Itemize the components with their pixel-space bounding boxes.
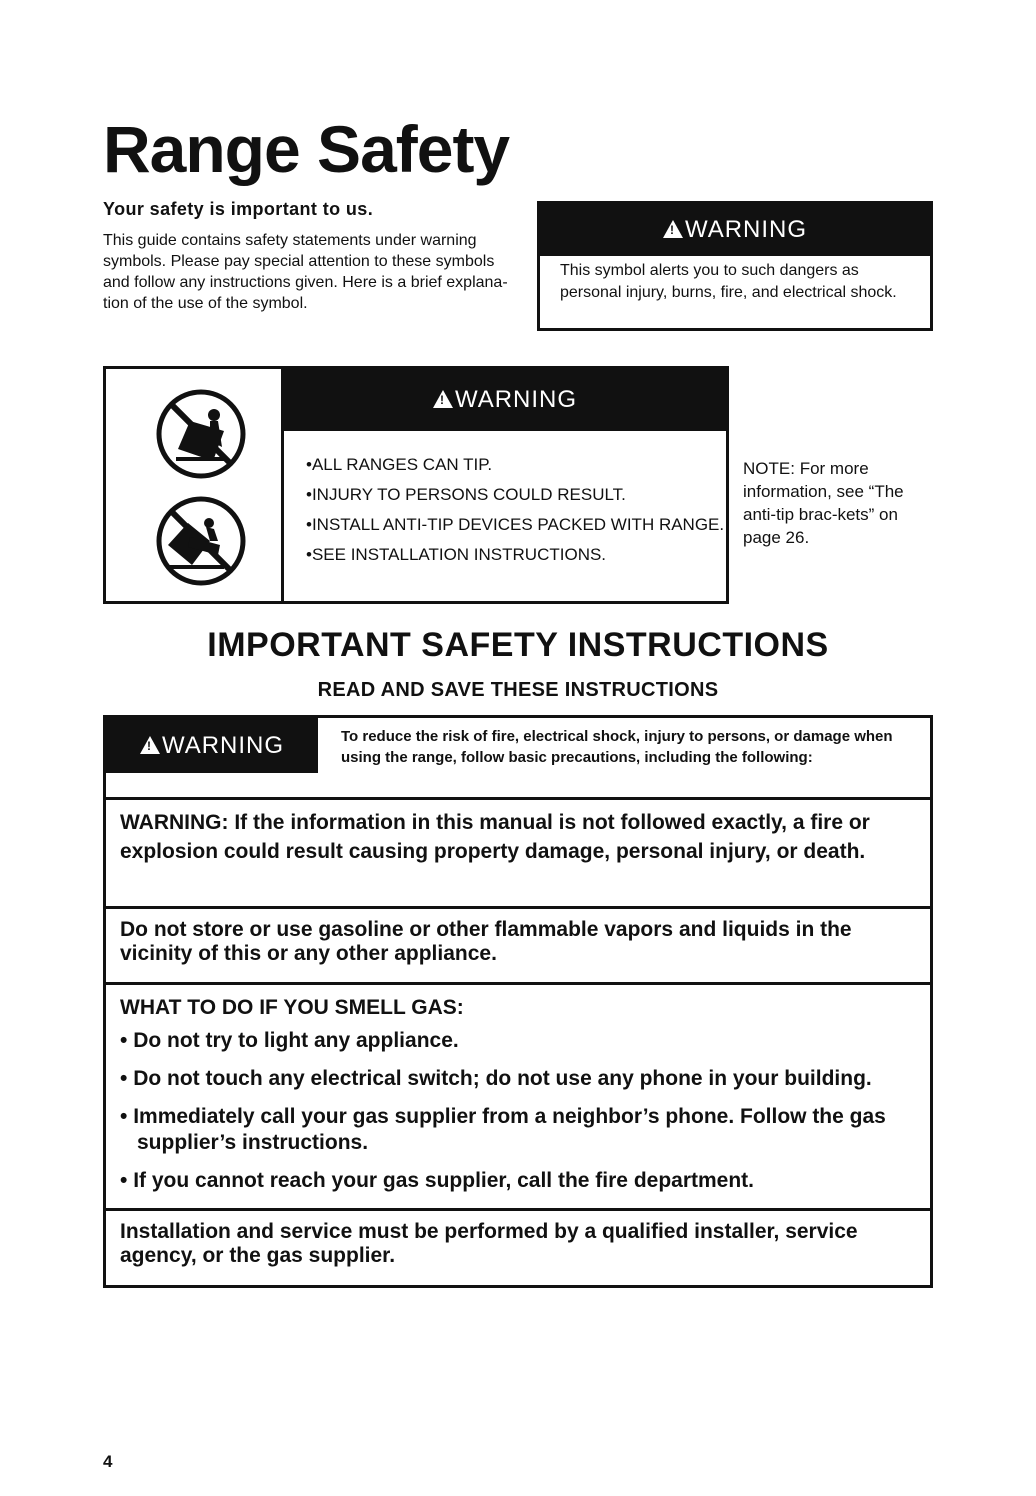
smell-gas-section xyxy=(106,982,930,1208)
warning-header-label: WARNING xyxy=(684,216,808,243)
list-item: • If you cannot reach your gas supplier, call the fire department. xyxy=(120,1169,755,1192)
read-save-subheading: READ AND SAVE THESE INSTRUCTIONS xyxy=(317,679,719,701)
list-item: • Immediately call your gas supplier from a neighbor’s phone. Follow the gas supplier’s instructions. xyxy=(120,1105,886,1154)
warning-header xyxy=(540,204,930,256)
page-subtitle: Your safety is important to us. xyxy=(103,199,374,219)
explosion-warning-text: WARNING: If the information in this manual is not followed exactly, a fire or explosion could result causing property damage, personal injury, or death. xyxy=(120,811,870,863)
warning-symbol-box xyxy=(537,201,933,331)
page-number: 4 xyxy=(103,1452,113,1471)
instructions-warning-label: WARNING xyxy=(161,731,285,759)
warning-triangle-icon xyxy=(140,736,160,754)
smell-gas-heading: WHAT TO DO IF YOU SMELL GAS: xyxy=(120,996,464,1019)
tip-icon-column xyxy=(106,369,284,601)
safety-instructions-box xyxy=(103,715,933,1288)
tip-warning-header-label: WARNING xyxy=(454,386,578,413)
tip-warning-box xyxy=(103,366,729,604)
tip-warning-list xyxy=(306,453,724,573)
no-tipping-range-icon xyxy=(159,392,243,476)
list-item: • Do not touch any electrical switch; do not use any phone in your building. xyxy=(120,1067,872,1090)
smell-gas-list xyxy=(120,1028,916,1194)
explosion-warning-section xyxy=(106,797,930,906)
warning-triangle-icon xyxy=(663,220,683,238)
warning-symbol-text: This symbol alerts you to such dangers as personal injury, burns, fire, and electrical shock. xyxy=(560,262,897,301)
list-item: •INJURY TO PERSONS COULD RESULT. xyxy=(306,485,626,504)
flammable-storage-section xyxy=(106,906,930,982)
note-label: NOTE: xyxy=(743,459,795,478)
list-item: •ALL RANGES CAN TIP. xyxy=(306,455,493,474)
intro-paragraph: This guide contains safety statements under warning symbols. Please pay special attention to these symbols and follow any instructions given. Here is a brief explana-tion of the use of the symbol. xyxy=(103,232,508,312)
list-item: •INSTALL ANTI-TIP DEVICES PACKED WITH RANGE. xyxy=(306,515,725,534)
qualified-installer-section xyxy=(106,1208,930,1285)
tip-warning-header xyxy=(284,369,726,431)
page-title: Range Safety xyxy=(103,112,510,186)
tip-icons xyxy=(106,369,278,601)
list-item: • Do not try to light any appliance. xyxy=(120,1029,459,1052)
important-heading: IMPORTANT SAFETY INSTRUCTIONS xyxy=(207,626,829,664)
no-standing-on-door-icon xyxy=(159,499,243,583)
warning-triangle-icon xyxy=(433,390,453,408)
flammable-storage-text: Do not store or use gasoline or other flammable vapors and liquids in the vicinity of this or any other appliance. xyxy=(120,918,852,965)
note-text: For more information, see “The anti-tip brac-kets” on page 26. xyxy=(743,459,904,547)
qualified-installer-text: Installation and service must be performed by a qualified installer, service agency, or the gas supplier. xyxy=(120,1220,858,1267)
precautions-text: To reduce the risk of fire, electrical shock, injury to persons, or damage when using the range, follow basic precautions, including the following: xyxy=(341,728,893,766)
anti-tip-note xyxy=(743,457,923,549)
instructions-warning-header xyxy=(106,718,318,773)
list-item: •SEE INSTALLATION INSTRUCTIONS. xyxy=(306,545,607,564)
